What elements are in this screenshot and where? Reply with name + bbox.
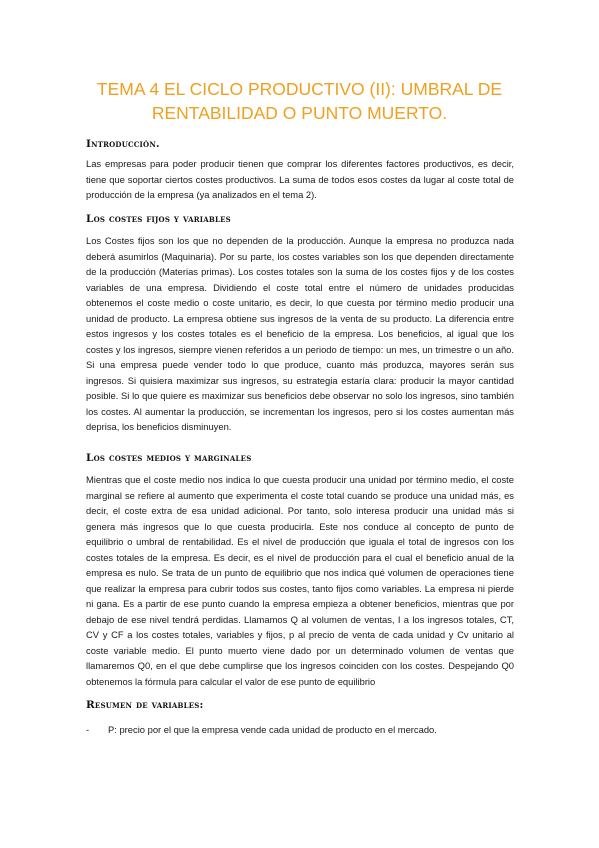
list-item	[86, 722, 526, 738]
section-text-costes-fijos-variables	[86, 233, 514, 435]
document-title: TEMA 4 EL CICLO PRODUCTIVO (II): UMBRAL DE RENTABILIDAD O PUNTO MUERTO.	[96, 79, 503, 123]
list-item-text: P: precio por el que la empresa vende cada unidad de producto en el mercado.	[108, 724, 437, 735]
paragraph: Las empresas para poder producir tienen que comprar los diferentes factores productivos, es decir, tiene que soportar ciertos costes productivos. La suma de todos esos costes da lugar al coste total de producción de la empresa (ya analizados en el tema 2).	[86, 158, 514, 200]
section-heading-introduccion: Introducción.	[86, 138, 160, 150]
section-text-costes-medios-marginales	[86, 472, 514, 689]
bullet-dash: -	[86, 724, 90, 735]
section-heading-resumen-variables: Resumen de variables:	[86, 699, 204, 711]
section-heading-costes-fijos-variables: Los costes fijos y variables	[86, 213, 231, 225]
paragraph: Mientras que el coste medio nos indica lo que cuesta producir una unidad por término medio, el coste marginal se refiere al aumento que experimenta el coste total cuando se produce una unidad más, es decir, el coste extra de esa unidad adicional. Por tanto, solo interesa producir una unidad más si genera más ingresos que lo que cuesta producirla. Este nos conduce al concepto de punto de equilibrio o umbral de rentabilidad. Es el nivel de producción que iguala el total de ingresos con los costes totales de la empresa. Es decir, es el nivel de producción para el cual el beneficio anual de la empresa es nulo. Se trata de un punto de equilibrio que nos indica qué volumen de operaciones tiene que realizar la empresa para cubrir todos sus costes, tanto fijos como variables. La empresa ni pierde ni gana. Es a partir de ese punto cuando la empresa empieza a obtener beneficios, mientras que por debajo de ese nivel tendrá perdidas. Llamamos Q al volumen de ventas, I a los ingresos totales, CT, CV y CF a los costes totales, variables y fijos, p al precio de venta de cada unidad y Cv unitario al coste variable medio. El punto muerto viene dado por un determinado volumen de ventas que llamaremos Q0, en el que debe cumplirse que los ingresos coinciden con los costes. Despejando Q0 obtenemos la fórmula para calcular el valor de ese punto de equilibrio	[86, 474, 514, 687]
section-heading-costes-medios-marginales: Los costes medios y marginales	[86, 452, 252, 464]
section-text-introduccion	[86, 156, 514, 203]
paragraph: Los Costes fijos son los que no dependen de la producción. Aunque la empresa no produzca nada deberá asumirlos (Maquinaria). Por su parte, los costes variables son los que dependen directamente de la producción (Materias primas). Los costes totales son la suma de los costes fijos y de los costes variables de una empresa. Dividiendo el coste total entre el número de unidades producidas obtenemos el coste medio o coste unitario, es decir, lo que cuesta por término medio producir una unidad de producto. La empresa obtiene sus ingresos de la venta de su producto. La diferencia entre estos ingresos y los costes totales es el beneficio de la empresa. Los beneficios, al igual que los costes y los ingresos, siempre vienen referidos a un periodo de tiempo: un mes, un trimestre o un año. Si una empresa puede vender todo lo que produce, cuanto más produzca, mayores serán sus ingresos. Si quisiera maximizar sus ingresos, su estrategia estaría clara: producir la mayor cantidad posible. Si lo que quiere es maximizar sus beneficios debe observar no solo los ingresos, sino también los costes. Al aumentar la producción, se incrementan los ingresos, pero si los costes aumentan más deprisa, los beneficios disminuyen.	[86, 235, 514, 432]
